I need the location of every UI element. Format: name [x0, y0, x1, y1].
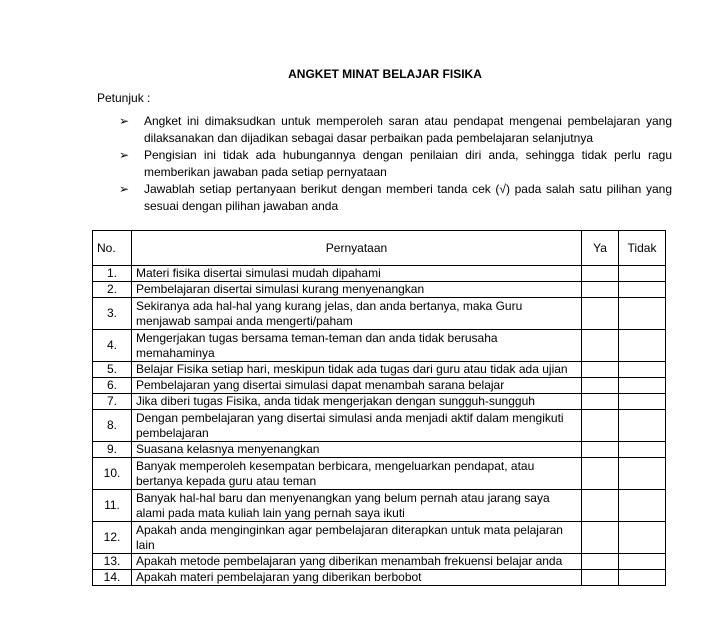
instruction-text: Angket ini dimaksudkan untuk memperoleh saran atau pendapat mengenai pembelajaran yang dilaksanakan dan dijadikan sebagai dasar perbaikan pada pembelajaran selanjutnya	[144, 114, 672, 145]
statement-text: Materi fisika disertai simulasi mudah dipahami	[132, 266, 582, 282]
row-number: 14.	[93, 570, 132, 586]
table-row	[93, 362, 666, 378]
instruction-text: Jawablah setiap pertanyaan berikut dengan memberi tanda cek (√) pada salah satu pilihan yang sesuai dengan pilihan jawaban anda	[144, 182, 672, 213]
answer-cell-yes[interactable]	[582, 282, 619, 298]
column-header-statement: Pernyataan	[132, 231, 582, 266]
column-header-yes: Ya	[582, 231, 619, 266]
table-row	[93, 330, 666, 362]
table-row	[93, 394, 666, 410]
instruction-item	[119, 147, 672, 181]
row-number: 4.	[93, 330, 132, 362]
instruction-text: Pengisian ini tidak ada hubungannya dengan penilaian diri anda, sehingga tidak perlu ragu memberikan jawaban pada setiap pernyataan	[144, 148, 672, 179]
answer-cell-yes[interactable]	[582, 554, 619, 570]
row-number: 2.	[93, 282, 132, 298]
instruction-item	[119, 181, 672, 215]
row-number: 13.	[93, 554, 132, 570]
statement-text: Dengan pembelajaran yang disertai simulasi anda menjadi aktif dalam mengikuti pembelajaran	[132, 410, 582, 442]
statement-text: Pembelajaran disertai simulasi kurang menyenangkan	[132, 282, 582, 298]
table-row	[93, 442, 666, 458]
statement-text: Mengerjakan tugas bersama teman-teman dan anda tidak berusaha memahaminya	[132, 330, 582, 362]
table-header-row	[93, 231, 666, 266]
instruction-item	[119, 113, 672, 147]
table-row	[93, 490, 666, 522]
questionnaire-table	[92, 230, 666, 586]
statement-text: Suasana kelasnya menyenangkan	[132, 442, 582, 458]
answer-cell-no[interactable]	[619, 282, 666, 298]
answer-cell-yes[interactable]	[582, 458, 619, 490]
answer-cell-yes[interactable]	[582, 490, 619, 522]
row-number: 7.	[93, 394, 132, 410]
table-row	[93, 266, 666, 282]
answer-cell-yes[interactable]	[582, 266, 619, 282]
answer-cell-no[interactable]	[619, 266, 666, 282]
table-row	[93, 570, 666, 586]
row-number: 10.	[93, 458, 132, 490]
statement-text: Apakah materi pembelajaran yang diberikan berbobot	[132, 570, 582, 586]
column-header-no-answer: Tidak	[619, 231, 666, 266]
row-number: 8.	[93, 410, 132, 442]
instructions-label: Petunjuk :	[97, 91, 151, 105]
answer-cell-no[interactable]	[619, 442, 666, 458]
row-number: 11.	[93, 490, 132, 522]
answer-cell-yes[interactable]	[582, 442, 619, 458]
answer-cell-no[interactable]	[619, 330, 666, 362]
row-number: 6.	[93, 378, 132, 394]
statement-text: Banyak hal-hal baru dan menyenangkan yang belum pernah atau jarang saya alami pada mata kuliah lain yang pernah saya ikuti	[132, 490, 582, 522]
table-row	[93, 282, 666, 298]
table-row	[93, 410, 666, 442]
statement-text: Jika diberi tugas Fisika, anda tidak mengerjakan dengan sungguh-sungguh	[132, 394, 582, 410]
statement-text: Sekiranya ada hal-hal yang kurang jelas, dan anda bertanya, maka Guru menjawab sampai anda mengerti/paham	[132, 298, 582, 330]
answer-cell-no[interactable]	[619, 554, 666, 570]
table-row	[93, 458, 666, 490]
arrow-bullet-icon: ➢	[119, 148, 130, 162]
answer-cell-yes[interactable]	[582, 522, 619, 554]
statement-text: Pembelajaran yang disertai simulasi dapat menambah sarana belajar	[132, 378, 582, 394]
answer-cell-no[interactable]	[619, 362, 666, 378]
answer-cell-no[interactable]	[619, 394, 666, 410]
table-row	[93, 378, 666, 394]
table-row	[93, 298, 666, 330]
document-title: ANGKET MINAT BELAJAR FISIKA	[288, 67, 482, 81]
table-row	[93, 554, 666, 570]
answer-cell-no[interactable]	[619, 410, 666, 442]
row-number: 12.	[93, 522, 132, 554]
row-number: 1.	[93, 266, 132, 282]
answer-cell-yes[interactable]	[582, 330, 619, 362]
arrow-bullet-icon: ➢	[119, 114, 130, 128]
instructions-list	[119, 113, 672, 215]
statement-text: Belajar Fisika setiap hari, meskipun tidak ada tugas dari guru atau tidak ada ujian	[132, 362, 582, 378]
answer-cell-yes[interactable]	[582, 410, 619, 442]
statement-text: Banyak memperoleh kesempatan berbicara, mengeluarkan pendapat, atau bertanya kepada guru atau teman	[132, 458, 582, 490]
column-header-no: No.	[93, 231, 132, 266]
arrow-bullet-icon: ➢	[119, 182, 130, 196]
answer-cell-no[interactable]	[619, 378, 666, 394]
answer-cell-yes[interactable]	[582, 570, 619, 586]
statement-text: Apakah metode pembelajaran yang diberikan menambah frekuensi belajar anda	[132, 554, 582, 570]
answer-cell-no[interactable]	[619, 458, 666, 490]
answer-cell-no[interactable]	[619, 298, 666, 330]
answer-cell-no[interactable]	[619, 490, 666, 522]
answer-cell-yes[interactable]	[582, 378, 619, 394]
table-row	[93, 522, 666, 554]
row-number: 5.	[93, 362, 132, 378]
row-number: 3.	[93, 298, 132, 330]
answer-cell-yes[interactable]	[582, 298, 619, 330]
answer-cell-yes[interactable]	[582, 362, 619, 378]
answer-cell-no[interactable]	[619, 570, 666, 586]
answer-cell-no[interactable]	[619, 522, 666, 554]
statement-text: Apakah anda menginginkan agar pembelajaran diterapkan untuk mata pelajaran lain	[132, 522, 582, 554]
row-number: 9.	[93, 442, 132, 458]
answer-cell-yes[interactable]	[582, 394, 619, 410]
